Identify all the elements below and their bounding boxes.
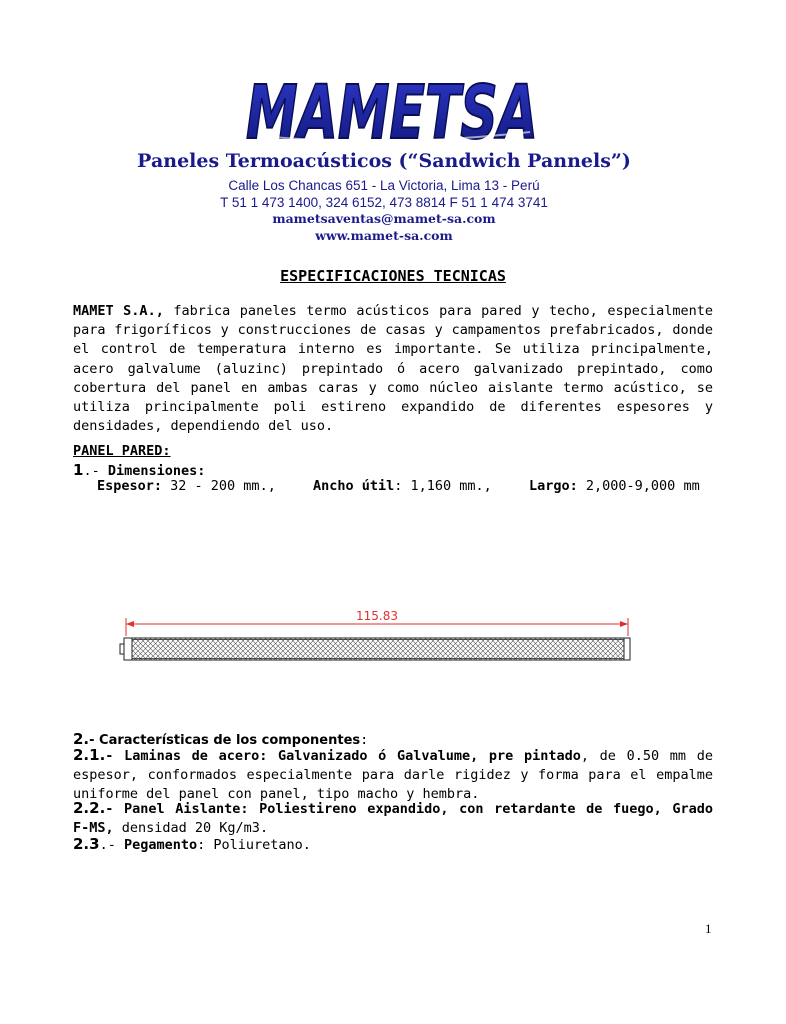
panel-cross-section-drawing [118, 606, 636, 662]
components-heading: - Características de los componentes [89, 733, 361, 748]
espesor-value: 32 - 200 mm., [162, 478, 276, 494]
component-2-3-title: Pegamento [123, 837, 198, 853]
ancho-label: Ancho útil [313, 478, 395, 494]
intro-text: fabrica paneles termo acústicos para pared y techo, especialmente para frigoríficos y construcciones de casas y campamentos prefabricados, donde el control de temperatura interno es importante. Se utiliza principalmente, acero galvalume (aluzinc) prepintado ó acero galvanizado prepintado, como cobertura del panel en ambas caras y como núcleo aislante termo acústico, se utiliza principalmente poli estireno expandido de diferentes espesores y densidades, dependiendo del uso. [73, 303, 713, 435]
dimensions-sep: .- [83, 463, 108, 479]
dimensions-number: 1 [73, 461, 84, 479]
component-2-1-number: 2.1. [73, 746, 106, 764]
component-2-3-number: 2.3 [73, 835, 100, 853]
svg-text:MAMETSA: MAMETSA [246, 70, 538, 156]
section-title: ESPECIFICACIONES TECNICAS [280, 267, 506, 285]
intro-paragraph [73, 302, 713, 436]
company-address: Calle Los Chancas 651 - La Victoria, Lima 13 - Perú [228, 178, 540, 193]
component-2-2-text: densidad 20 Kg/m3. [113, 820, 269, 836]
company-name: MAMET S.A., [73, 303, 164, 319]
ancho-value: : 1,160 mm., [394, 478, 492, 494]
component-2-1-title: - Laminas de acero: Galvanizado ó Galvalume, pre pintado [105, 748, 581, 764]
dimension-label: 115.83 [356, 609, 398, 623]
company-phones: T 51 1 473 1400, 324 6152, 473 8814 F 51 1 474 3741 [220, 195, 548, 210]
component-2-2-title: - Panel Aislante: Poliestireno expandido, con retardante de fuego, Grado F-MS, [73, 801, 713, 836]
components-number: 2. [73, 730, 90, 748]
component-2-2 [73, 799, 713, 838]
dimensions-label: Dimensiones: [107, 463, 206, 479]
largo-label: Largo: [529, 478, 578, 494]
page-number: 1 [705, 921, 712, 936]
component-2-2-number: 2.2. [73, 799, 106, 817]
component-2-1 [73, 746, 713, 804]
mametsa-logo [240, 62, 545, 156]
company-email: mametsaventas@mamet-sa.com [272, 211, 496, 226]
document-title: Paneles Termoacústicos (“Sandwich Pannels”) [137, 150, 631, 172]
company-website: www.mamet-sa.com [315, 228, 453, 243]
espesor-label: Espesor: [97, 478, 163, 494]
component-2-3-text: : Poliuretano. [197, 837, 311, 853]
largo-value: 2,000-9,000 mm [577, 478, 700, 494]
component-2-1-text: , de 0.50 mm de espesor, conformados especialmente para darle rigidez y forma para el empalme uniforme del panel con panel, tipo macho y hembra. [73, 748, 713, 802]
panel-pared-heading: PANEL PARED: [73, 443, 171, 459]
components-colon: : [360, 732, 369, 748]
component-2-3-sep: .- [99, 837, 124, 853]
